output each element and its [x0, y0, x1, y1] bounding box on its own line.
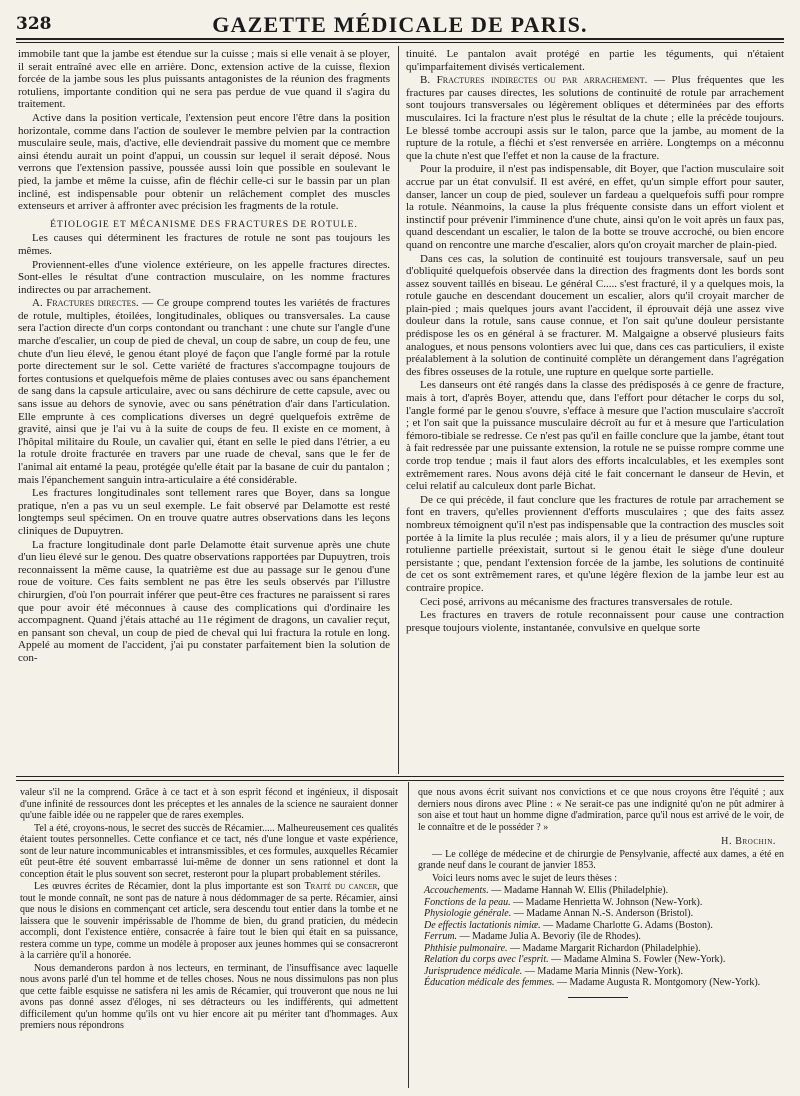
paragraph: Proviennent-elles d'une violence extérieure, on les appelle fractures directes. Sont-elles le résultat d'une contraction musculaire, on les nomme fractures indirectes ou par arrachement. [18, 258, 390, 296]
paragraph: tinuité. Le pantalon avait protégé en partie les téguments, qui n'étaient qu'imparfaitement divisés verticalement. [406, 48, 784, 73]
page-number: 328 [16, 14, 52, 34]
paragraph: Active dans la position verticale, l'extension peut encore l'être dans la position horizontale, comme dans l'action de soulever le membre pelvien par la contraction musculaire seule, mais, d'active, elle deviendrait passive du moment que ce membre ainsi étendu aurait un point d'appui, un coussin sur lequel il serait déposé. Nous verrons que l'extension passive, poussée aussi loin que possible en soulevant le pied, la jambe et même la cuisse, afin de fléchir celle-ci sur le bassin par un plan incliné, est indispensable pour obtenir un relâchement complet des muscles extenseurs et arriver à affronter avec précision les fragments de la rotule. [18, 111, 390, 213]
paragraph: Pour la produire, il n'est pas indispensable, dit Boyer, que l'action musculaire soit accrue par un état convulsif. Il est avéré, en effet, qu'un simple effort pour sauter, danser, lancer un coup de pied, soulever un fardeau a quelquefois suffi pour rompre la rotule. Néanmoins, la cause la plus fréquente consiste dans un effort violent et instinctif pour prévenir l'imminence d'une chute, ainsi qu'on le voit après un faux pas, quand descendant un escalier, le talon de la botte se trouve accroché, ou bien encore quand on rencontre une marche d'escalier, alors qu'on croyait marcher de plain-pied. [406, 163, 784, 251]
subheading-direct-fractures: A. Fractures directes. [32, 297, 139, 310]
thesis-subject: Fonctions de la peau. [424, 896, 511, 908]
thesis-author: — Madame Maria Minnis (New-York). [522, 965, 683, 977]
thesis-subject: Éducation médicale des femmes. [424, 977, 555, 988]
column-divider [398, 46, 399, 774]
list-item [424, 908, 784, 920]
paragraph: Nous demanderons pardon à nos lecteurs, en terminant, de l'insuffisance avec laquelle nous avons parlé d'un tel homme et de telles choses. Nous ne nous dissimulons pas non plus que cette faible esquisse ne satisfera ni les amis de Récamier, qui trouveront que nous ne lui avons pas donné assez d'éloges, ni ses détracteurs ou les indifférents, qui admettent difficilement qu'un homme qu'ils ont vu hier encore ait pu mériter tant d'hommages. Aux premiers nous répondrons [20, 962, 398, 1031]
thesis-author: — Madame Julia A. Bevoriy (île de Rhodes). [457, 931, 641, 942]
thesis-author: — Madame Annan N.-S. Anderson (Bristol). [511, 908, 694, 919]
list-item [424, 931, 784, 943]
closing-rule [568, 997, 628, 998]
paragraph [20, 881, 398, 962]
feuilleton-right-column [418, 787, 784, 1087]
thesis-subject: Relation du corps avec l'esprit. [424, 954, 549, 965]
header-rule-thin [16, 42, 784, 43]
thesis-author: — Madame Henrietta W. Johnson (New-York). [510, 896, 703, 908]
book-title: Traité du cancer [304, 881, 378, 892]
thesis-author: — Madame Charlotte G. Adams (Boston). [540, 919, 713, 931]
feuilleton-left-column [20, 787, 398, 1087]
header-rule [16, 38, 784, 40]
author-signature: H. Brochin. [721, 836, 776, 847]
paragraph: Les causes qui déterminent les fractures de rotule ne sont pas toujours les mêmes. [18, 232, 390, 257]
thesis-subject: Ferrum. [424, 931, 458, 942]
list-item [424, 885, 784, 897]
paragraph: Les fractures en travers de rotule reconnaissent pour cause une contraction presque toujours violente, instantanée, convulsive en quelque sorte [406, 609, 784, 634]
right-column [406, 48, 784, 770]
paragraph-text: — Ce groupe comprend toutes les variétés de fractures de rotule, multiples, étoilées, longitudinales, obliques ou transversales. La cause sera l'action directe d'un corps contondant ou tranchant : une chute sur l'angle d'une marche d'escalier, un coup de pied de cheval, un coup de sabre, un coup de feu, une chute d'un lieu élevé, le genou étant ployé de façon que l'angle formé par la rotule porte directement sur le sol. Cette variété de fractures s'accompagne toujours de fortes contusions et quelquefois même de plaies contuses avec ou sans épanchement de sang dans la capsule articulaire, avec ou sans déchirure de cette capsule, avec ou sans issue au dehors de synovie, avec ou sans pénétration d'air dans l'articulation. Elle emprunte à ces complications diverses un degré quelquefois extrême de gravité, ainsi que je l'ai vu à la suite de coups de feu. Il existe en ce moment, à l'hôpital militaire du Roule, un cavalier qui, étant en selle le pied dans l'étrier, a eu la rotule droite fracturée en travers par une ruade de cheval, sans que le fer de l'animal ait entamé la peau, protégée qu'elle était par la basane de cuir du pantalon ; mais l'épanchement sanguin intra-articulaire a été considérable. [18, 297, 390, 486]
paragraph: Dans ces cas, la solution de continuité est toujours transversale, sauf un peu d'obliquité quelquefois observée dans la direction des fragments dont les bords sont assez souvent taillés en biseau. Le général C..... s'est fracturé, il y a quelques mois, la rotule gauche en descendant doucement un escalier, alors qu'il croyait marcher de plain-pied ; mais quelques jours avant l'accident, il éprouvait déjà une assez vive douleur dans la rotule, sans cause connue, et l'on sait qu'une douleur persistante prédispose les os en général à se fracturer. M. Malgaigne a observé plusieurs faits analogues, et nous pensons volontiers avec lui que, dans ces cas particuliers, il existe préalablement à la solution de continuité complète un dérangement dans l'agrégation des fibres osseuses de la rotule, une rupture en quelque sorte partielle. [406, 252, 784, 378]
paragraph-text: Les œuvres écrites de Récamier, dont la plus importante est son [34, 881, 305, 892]
section-heading: ÉTIOLOGIE ET MÉCANISME DES FRACTURES DE ROTULE. [50, 218, 358, 230]
journal-title: GAZETTE MÉDICALE DE PARIS. [212, 12, 588, 37]
paragraph: Les danseurs ont été rangés dans la classe des prédisposés à ce genre de fracture, mais à tort, d'après Boyer, attendu que, dans l'effort pour détacher le corps du sol, l'angle formé par le genou s'ouvre, s'efface à mesure que l'action musculaire s'accroît ; et l'on sait que la puissance musculaire décroît au fur et à mesure que l'articulation fémoro-tibiale se redresse. Ce n'est pas qu'il en faille conclure que la jambe, étant tout à fait redressée par une puissante extension, la rotule ne se puisse rompre comme une corde trop tendue ; mais il faut alors des efforts incalculables, et les exemples sont extrêmement rares. Nous avons déjà cité le fait concernant le danseur de Hevin, et celui relatif au calculeux dont parle Bichat. [406, 379, 784, 493]
list-item [424, 954, 784, 966]
left-column [18, 48, 390, 770]
thesis-author: — Madame Almina S. Fowler (New-York). [548, 954, 726, 965]
paragraph: De ce qui précède, il faut conclure que les fractures de rotule par arrachement se font en travers, qu'elles proviennent d'efforts musculaires ; que des faits assez nombreux témoignent qu'il n'est pas indispensable que la contraction des muscles soit portée à la limite la plus reculée ; mais alors, il y a lieu de présumer qu'une rupture rotulienne partielle préexistait, surtout si le genou était le siège d'une douleur persistante ; que, pendant l'extension forcée de la jambe, les solutions de continuité de cet os sont extrêmement rares, et qu'une légère flexion de la jambe leur est au contraire propice. [406, 493, 784, 594]
thesis-author: — Madame Hannah W. Ellis (Philadelphie). [488, 885, 669, 896]
thesis-subject: Jurisprudence médicale. [424, 965, 523, 977]
list-item [424, 920, 784, 932]
paragraph [18, 297, 390, 486]
paragraph: Ceci posé, arrivons au mécanisme des fractures transversales de rotule. [420, 595, 733, 608]
paragraph: valeur s'il ne la comprend. Grâce à ce tact et à son esprit fécond et ingénieux, il disposait d'une infinité de ressources dont les préceptes et les annales de la science ne sauraient donner qu'une faible idée ou ne rappeler que de rares exemples. [20, 787, 398, 821]
thesis-subject: Physiologie générale. [424, 908, 512, 919]
paragraph-text: , que tout le monde connaît, ne sont pas de nature à nous dédommager de sa perte. Récamier, ainsi que nous le disions en commençant cet article, sera descendu tout entier dans la tombe et ne laissera que le souvenir impérissable de l'homme de bien, du grand praticien, du médecin accompli, dont l'existence entière, consacrée à faire tout le bien qui était en sa puissance, restera comme un type, comme un modèle à proposer aux jeunes hommes qui se consacreront à la carrière qu'il a honorée. [20, 881, 398, 961]
paragraph: — Le collége de médecine et de chirurgie de Pensylvanie, affecté aux dames, a été en grande neuf dans le courant de janvier 1853. [418, 848, 784, 871]
paragraph: Les fractures longitudinales sont tellement rares que Boyer, dans sa longue pratique, n'en a pas vu un seul exemple. Le fait observé par Delamotte est resté longtemps seul spécimen. On en trouve quatre autres observations dans les leçons cliniques de Dupuytren. [18, 487, 390, 537]
thesis-author: — Madame Augusta R. Montgomory (New-York). [554, 977, 761, 988]
thesis-subject: De effectis lactationis nimiæ. [424, 919, 541, 931]
thesis-subject: Accouchements. [424, 885, 489, 896]
thesis-subject: Phthisie pulmonaire. [424, 942, 508, 954]
paragraph: que nous avons écrit suivant nos convictions et ce que nous croyons être l'équité ; aux derniers nous dirons avec Pline : « Ne serait-ce pas une indignité qu'on ne pût admirer à son aise et tout haut un homme digne d'admiration, parce qu'il nous est arrivé de le voir, de le connaître et de le posséder ? » [418, 787, 784, 833]
page-header [16, 10, 784, 38]
paragraph: Tel a été, croyons-nous, le secret des succès de Récamier..... Malheureusement ces qualités étaient toutes personnelles. Cette confiance et ce tact, nés d'une longue et vaste expérience, sont de leur nature incommunicables et intransmissibles, et ces formules, auxquelles Récamier eût peut-être été souvent embarrassé lui-même de donner un sens rationnel et dont la conception était le plus souvent son secret, resteront pour la plupart probablement stériles. [20, 822, 398, 880]
list-item [424, 943, 784, 955]
subheading-indirect-fractures: B. Fractures indirectes ou par arrachement. [420, 74, 648, 87]
theses-list [424, 885, 784, 989]
list-item [424, 897, 784, 909]
thesis-author: — Madame Margarit Richardon (Philadelphie). [507, 942, 701, 954]
feuilleton-column-divider [408, 782, 409, 1088]
paragraph: La fracture longitudinale dont parle Delamotte était survenue après une chute d'un lieu élevé sur le genou. Des quatre observations rapportées par Dupuytren, trois reconnaissent la même cause, la quatrième est due au passage sur le genou d'une roue de voiture. Ces faits semblent ne pas être les seuls observés par l'illustre chirurgien, d'où l'on pourrait inférer que peut-être ces fractures ne paraissent si rares que pour avoir été méconnues à cause des complications qui d'ordinaire les accompagnent. Quand j'étais attaché au 11e régiment de dragons, un cavalier reçut, en pansant son cheval, un coup de pied de cheval qui lui fractura la rotule en long. Appelé au moment de l'accident, j'ai pu constater parfaitement bien la solution de con- [18, 538, 390, 664]
list-item [424, 966, 784, 978]
paragraph: immobile tant que la jambe est étendue sur la cuisse ; mais si elle venait à se ployer, il serait entraîné avec elle en arrière. Donc, extension active de la cuisse, flexion forcée de la jambe sous les plus puissants antagonistes de la réunion des fragments rotuliens, importante condition qui ne sera pas perdue de vue quand il s'agira du traitement. [18, 48, 390, 111]
feuilleton-rule-thin [16, 780, 784, 781]
paragraph-text: — Plus fréquentes que les fractures par causes directes, les solutions de continuité de rotule par arrachement sont toujours transversales ou légèrement obliques et déterminées par des efforts musculaires. Ici la fracture n'est plus le résultat de la chute ; elle la précède toujours. Le blessé tombe accroupi assis sur le talon, parce que la jambe, au moment de la rupture de la rotule, a fléchi et s'est renversée en arrière. Longtemps on a méconnu que la chute n'est que l'effet et non la cause de la fracture. [406, 74, 784, 162]
paragraph [406, 74, 784, 162]
feuilleton-rule [16, 776, 784, 777]
list-item [424, 977, 784, 989]
paragraph: Voici leurs noms avec le sujet de leurs thèses : [432, 872, 618, 884]
